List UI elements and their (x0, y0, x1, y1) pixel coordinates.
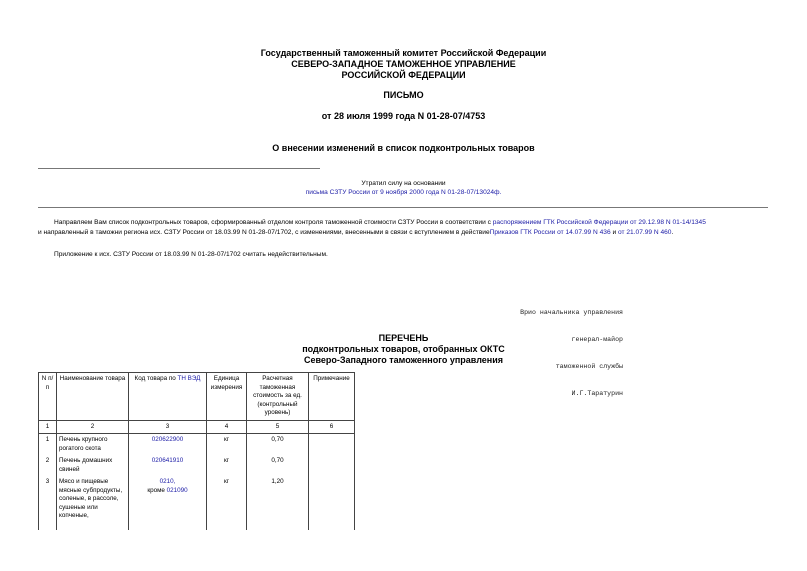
row-unit: кг (207, 476, 247, 530)
header-code (129, 373, 207, 421)
table-row (39, 455, 355, 476)
body-text: и (610, 229, 618, 236)
row-code-link[interactable]: 020641910 (129, 455, 207, 476)
status-text: Утратил силу на основании (361, 180, 446, 187)
list-title-line-1: ПЕРЕЧЕНЬ (378, 333, 429, 343)
tnved-link[interactable]: ТН ВЭД (177, 375, 201, 382)
row-note (309, 434, 355, 456)
table-header-row (39, 373, 355, 421)
header-value: Расчетная таможенная стоимость за ед. (контрольный уровень) (247, 373, 309, 421)
body-paragraph-1 (38, 218, 773, 238)
body-text: и направленный в таможни региона исх. СЗТУ России от 18.03.99 N 01-28-07/1702, с изменениями, внесенными в связи с вступлением в действие (38, 229, 490, 236)
goods-table (38, 372, 355, 530)
signature-name: И.Г.Таратурин (571, 390, 623, 397)
row-code-link[interactable]: 0210, (159, 478, 176, 485)
table-row (39, 476, 355, 530)
document-date-number: от 28 июля 1999 года N 01-28-07/4753 (321, 111, 486, 121)
row-name: Печень домашних свиней (57, 455, 129, 476)
column-number: 3 (129, 420, 207, 434)
column-number: 5 (247, 420, 309, 434)
table-row (39, 434, 355, 456)
signature-position: Врио начальника управления (520, 309, 623, 316)
column-number: 2 (57, 420, 129, 434)
row-code-exception: кроме (147, 486, 167, 494)
body-text: . (671, 229, 674, 236)
document-type: ПИСЬМО (383, 90, 424, 100)
order-link-436[interactable]: Приказов ГТК России от 14.07.99 N 436 (489, 229, 611, 236)
header-code-text: Код товара по (134, 375, 178, 382)
header-note: Примечание (309, 373, 355, 421)
divider (38, 207, 768, 208)
row-code-exception-link[interactable]: 021090 (166, 486, 188, 494)
row-unit: кг (207, 455, 247, 476)
column-number: 6 (309, 420, 355, 434)
header-unit: Единица измерения (207, 373, 247, 421)
row-number: 1 (39, 434, 57, 456)
signature-service: таможенной службы (555, 363, 623, 370)
document-subject: О внесении изменений в список подконтрольных товаров (272, 143, 535, 153)
issuer-line-2: СЕВЕРО-ЗАПАДНОЕ ТАМОЖЕННОЕ УПРАВЛЕНИЕ (291, 59, 516, 69)
order-link-1345[interactable]: распоряжением ГТК Российской Федерации от 29.12.98 N 01-14/1345 (492, 219, 706, 226)
row-value: 0,70 (247, 455, 309, 476)
list-title (0, 333, 807, 366)
header-name: Наименование товара (57, 373, 129, 421)
row-name: Мясо и пищевые мясные субпродукты, соленые, в рассоле, сушеные или копченые, (57, 476, 129, 530)
row-unit: кг (207, 434, 247, 456)
row-code-link[interactable]: 020622900 (129, 434, 207, 456)
divider (38, 168, 320, 169)
document-header (0, 48, 807, 81)
signature-rank: генерал-майор (571, 336, 623, 343)
repeal-link[interactable]: письма СЗТУ России от 9 ноября 2000 года N 01-28-07/13024ф. (305, 189, 502, 196)
status-note (0, 179, 807, 197)
column-number: 1 (39, 420, 57, 434)
row-number: 2 (39, 455, 57, 476)
row-value: 0,70 (247, 434, 309, 456)
header-number: N п/п (39, 373, 57, 421)
column-number: 4 (207, 420, 247, 434)
order-link-460[interactable]: от 21.07.99 N 460 (617, 229, 672, 236)
list-title-line-3: Северо-Западного таможенного управления (303, 355, 504, 365)
row-number: 3 (39, 476, 57, 530)
issuer-line-3: РОССИЙСКОЙ ФЕДЕРАЦИИ (341, 70, 466, 80)
row-note (309, 476, 355, 530)
row-note (309, 455, 355, 476)
body-paragraph-2: Приложение к исх. СЗТУ России от 18.03.99 N 01-28-07/1702 считать недействительным. (54, 251, 328, 258)
row-value: 1,20 (247, 476, 309, 530)
list-title-line-2: подконтрольных товаров, отобранных ОКТС (302, 344, 505, 354)
row-code (129, 476, 207, 530)
table-number-row (39, 420, 355, 434)
row-name: Печень крупного рогатого скота (57, 434, 129, 456)
issuer-line-1: Государственный таможенный комитет Российской Федерации (260, 48, 547, 58)
body-text: Направляем Вам список подконтрольных товаров, сформированный отделом контроля таможенной стоимости СЗТУ России в соответствии с (54, 219, 493, 226)
